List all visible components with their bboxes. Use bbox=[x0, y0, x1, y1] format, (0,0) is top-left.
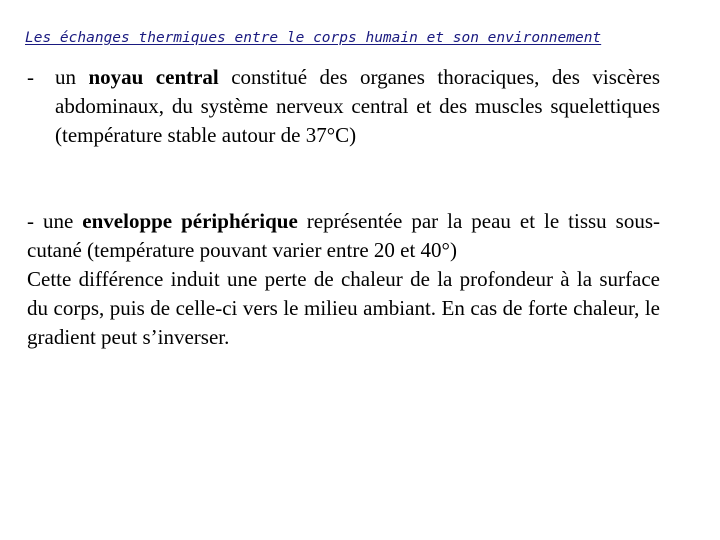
list-item-core-body bbox=[55, 63, 660, 150]
list-item-core bbox=[27, 63, 660, 150]
list-item-envelope bbox=[27, 207, 660, 265]
list-item-core-prefix: un bbox=[55, 65, 89, 89]
list-item-core-text: constitué des organes thoraciques, des viscères abdominaux, du système nerveux central et des muscles squelettiques (température stable autour de 37°C) bbox=[55, 65, 660, 147]
list-item-envelope-text: représentée par la peau et le tissu sous-cutané (température pouvant varier entre 20 et 40°) bbox=[27, 209, 660, 262]
list-item-envelope-term: enveloppe périphérique bbox=[82, 209, 298, 233]
page-title: Les échanges thermiques entre le corps humain et son environnement bbox=[25, 30, 602, 46]
list-item-envelope-prefix: une bbox=[42, 209, 83, 233]
list-dash: - bbox=[27, 209, 43, 233]
list-item-core-term: noyau central bbox=[88, 65, 219, 89]
conclusion-paragraph: Cette différence induit une perte de chaleur de la profondeur à la surface du corps, puis de celle-ci vers le milieu ambiant. En cas de forte chaleur, le gradient peut s’inverser. bbox=[27, 267, 660, 349]
list-dash: - bbox=[27, 65, 34, 89]
